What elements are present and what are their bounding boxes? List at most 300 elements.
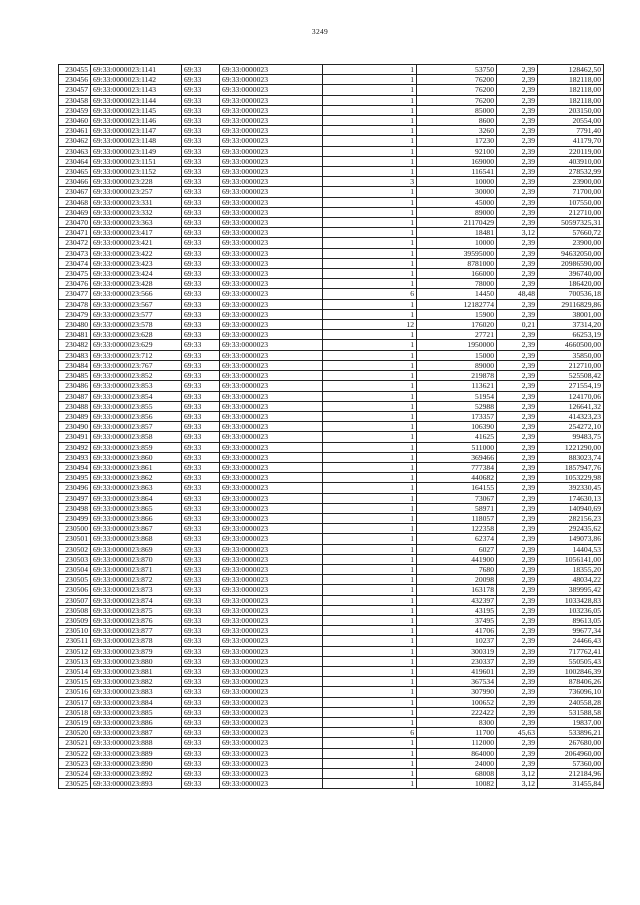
area-cell: 8600 — [417, 116, 497, 126]
table-row — [59, 738, 604, 748]
group-cell: 1 — [323, 197, 417, 207]
area-cell: 441900 — [417, 554, 497, 564]
cadastral-value-cell: 240558,28 — [538, 697, 604, 707]
area-cell: 68008 — [417, 769, 497, 779]
row-number-cell: 230473 — [59, 248, 91, 258]
table-row — [59, 666, 604, 676]
region-code-cell: 69:33 — [182, 615, 220, 625]
group-cell: 1 — [323, 401, 417, 411]
table-row — [59, 116, 604, 126]
area-cell: 8781000 — [417, 258, 497, 268]
quarter-number-cell: 69:33:0000023 — [220, 340, 323, 350]
quarter-number-cell: 69:33:0000023 — [220, 391, 323, 401]
specific-value-cell: 2,39 — [497, 105, 538, 115]
group-cell: 1 — [323, 452, 417, 462]
row-number-cell: 230495 — [59, 473, 91, 483]
row-number-cell: 230465 — [59, 167, 91, 177]
cadastral-value-cell: 878406,26 — [538, 677, 604, 687]
region-code-cell: 69:33 — [182, 595, 220, 605]
cadastral-number-cell: 69:33:0000023:1148 — [91, 136, 182, 146]
table-row — [59, 411, 604, 421]
row-number-cell: 230509 — [59, 615, 91, 625]
cadastral-number-cell: 69:33:0000023:767 — [91, 360, 182, 370]
area-cell: 10000 — [417, 238, 497, 248]
row-number-cell: 230488 — [59, 401, 91, 411]
cadastral-value-cell: 292435,62 — [538, 524, 604, 534]
table-row — [59, 381, 604, 391]
quarter-number-cell: 69:33:0000023 — [220, 442, 323, 452]
quarter-number-cell: 69:33:0000023 — [220, 666, 323, 676]
cadastral-value-cell: 220119,00 — [538, 146, 604, 156]
group-cell: 1 — [323, 391, 417, 401]
specific-value-cell: 2,39 — [497, 75, 538, 85]
cadastral-value-cell: 186420,00 — [538, 279, 604, 289]
cadastral-number-cell: 69:33:0000023:853 — [91, 381, 182, 391]
cadastral-number-cell: 69:33:0000023:422 — [91, 248, 182, 258]
cadastral-value-cell: 66253,19 — [538, 330, 604, 340]
specific-value-cell: 2,39 — [497, 146, 538, 156]
group-cell: 1 — [323, 707, 417, 717]
region-code-cell: 69:33 — [182, 769, 220, 779]
area-cell: 20098 — [417, 575, 497, 585]
area-cell: 17230 — [417, 136, 497, 146]
specific-value-cell: 2,39 — [497, 646, 538, 656]
cadastral-value-cell: 18355,20 — [538, 564, 604, 574]
cadastral-number-cell: 69:33:0000023:1143 — [91, 85, 182, 95]
row-number-cell: 230470 — [59, 218, 91, 228]
area-cell: 230337 — [417, 656, 497, 666]
specific-value-cell: 2,39 — [497, 615, 538, 625]
quarter-number-cell: 69:33:0000023 — [220, 238, 323, 248]
quarter-number-cell: 69:33:0000023 — [220, 748, 323, 758]
region-code-cell: 69:33 — [182, 748, 220, 758]
cadastral-value-cell: 282156,23 — [538, 513, 604, 523]
row-number-cell: 230489 — [59, 411, 91, 421]
table-row — [59, 350, 604, 360]
region-code-cell: 69:33 — [182, 289, 220, 299]
cadastral-value-cell: 128462,50 — [538, 65, 604, 75]
quarter-number-cell: 69:33:0000023 — [220, 452, 323, 462]
quarter-number-cell: 69:33:0000023 — [220, 258, 323, 268]
cadastral-value-cell: 736096,10 — [538, 687, 604, 697]
cadastral-number-cell: 69:33:0000023:879 — [91, 646, 182, 656]
region-code-cell: 69:33 — [182, 666, 220, 676]
cadastral-value-cell: 99677,34 — [538, 626, 604, 636]
cadastral-number-cell: 69:33:0000023:332 — [91, 207, 182, 217]
group-cell: 1 — [323, 748, 417, 758]
region-code-cell: 69:33 — [182, 493, 220, 503]
area-cell: 112000 — [417, 738, 497, 748]
area-cell: 122358 — [417, 524, 497, 534]
quarter-number-cell: 69:33:0000023 — [220, 473, 323, 483]
cadastral-value-cell: 89613,05 — [538, 615, 604, 625]
quarter-number-cell: 69:33:0000023 — [220, 177, 323, 187]
cadastral-value-cell: 37314,20 — [538, 320, 604, 330]
cadastral-value-table — [58, 64, 604, 789]
table-row — [59, 177, 604, 187]
specific-value-cell: 2,39 — [497, 65, 538, 75]
cadastral-number-cell: 69:33:0000023:876 — [91, 615, 182, 625]
group-cell: 1 — [323, 615, 417, 625]
table-row — [59, 167, 604, 177]
cadastral-number-cell: 69:33:0000023:867 — [91, 524, 182, 534]
area-cell: 307990 — [417, 687, 497, 697]
table-row — [59, 615, 604, 625]
cadastral-value-cell: 271554,19 — [538, 381, 604, 391]
table-row — [59, 779, 604, 789]
quarter-number-cell: 69:33:0000023 — [220, 411, 323, 421]
region-code-cell: 69:33 — [182, 462, 220, 472]
quarter-number-cell: 69:33:0000023 — [220, 269, 323, 279]
row-number-cell: 230456 — [59, 75, 91, 85]
cadastral-number-cell: 69:33:0000023:629 — [91, 340, 182, 350]
quarter-number-cell: 69:33:0000023 — [220, 197, 323, 207]
area-cell: 89000 — [417, 207, 497, 217]
table-row — [59, 371, 604, 381]
table-row — [59, 105, 604, 115]
cadastral-value-cell: 182118,00 — [538, 85, 604, 95]
area-cell: 24000 — [417, 758, 497, 768]
quarter-number-cell: 69:33:0000023 — [220, 360, 323, 370]
table-row — [59, 769, 604, 779]
row-number-cell: 230490 — [59, 422, 91, 432]
group-cell: 1 — [323, 228, 417, 238]
region-code-cell: 69:33 — [182, 85, 220, 95]
specific-value-cell: 2,39 — [497, 473, 538, 483]
cadastral-number-cell: 69:33:0000023:363 — [91, 218, 182, 228]
group-cell: 1 — [323, 299, 417, 309]
specific-value-cell: 48,48 — [497, 289, 538, 299]
row-number-cell: 230491 — [59, 432, 91, 442]
table-row — [59, 656, 604, 666]
cadastral-number-cell: 69:33:0000023:257 — [91, 187, 182, 197]
specific-value-cell: 2,39 — [497, 360, 538, 370]
cadastral-value-cell: 124170,06 — [538, 391, 604, 401]
quarter-number-cell: 69:33:0000023 — [220, 728, 323, 738]
specific-value-cell: 2,39 — [497, 85, 538, 95]
area-cell: 58971 — [417, 503, 497, 513]
row-number-cell: 230468 — [59, 197, 91, 207]
specific-value-cell: 2,39 — [497, 432, 538, 442]
quarter-number-cell: 69:33:0000023 — [220, 605, 323, 615]
group-cell: 1 — [323, 75, 417, 85]
group-cell: 1 — [323, 493, 417, 503]
table-row — [59, 493, 604, 503]
specific-value-cell: 2,39 — [497, 299, 538, 309]
group-cell: 1 — [323, 279, 417, 289]
cadastral-number-cell: 69:33:0000023:870 — [91, 554, 182, 564]
region-code-cell: 69:33 — [182, 187, 220, 197]
cadastral-number-cell: 69:33:0000023:875 — [91, 605, 182, 615]
area-cell: 76200 — [417, 95, 497, 105]
quarter-number-cell: 69:33:0000023 — [220, 330, 323, 340]
cadastral-number-cell: 69:33:0000023:864 — [91, 493, 182, 503]
row-number-cell: 230512 — [59, 646, 91, 656]
area-cell: 100652 — [417, 697, 497, 707]
region-code-cell: 69:33 — [182, 238, 220, 248]
region-code-cell: 69:33 — [182, 779, 220, 789]
group-cell: 1 — [323, 636, 417, 646]
quarter-number-cell: 69:33:0000023 — [220, 136, 323, 146]
quarter-number-cell: 69:33:0000023 — [220, 146, 323, 156]
quarter-number-cell: 69:33:0000023 — [220, 758, 323, 768]
cadastral-value-cell: 392330,45 — [538, 483, 604, 493]
table-row — [59, 595, 604, 605]
group-cell: 1 — [323, 95, 417, 105]
cadastral-number-cell: 69:33:0000023:869 — [91, 544, 182, 554]
area-cell: 53750 — [417, 65, 497, 75]
region-code-cell: 69:33 — [182, 309, 220, 319]
specific-value-cell: 3,12 — [497, 228, 538, 238]
region-code-cell: 69:33 — [182, 503, 220, 513]
cadastral-number-cell: 69:33:0000023:887 — [91, 728, 182, 738]
group-cell: 1 — [323, 218, 417, 228]
table-row — [59, 422, 604, 432]
row-number-cell: 230458 — [59, 95, 91, 105]
quarter-number-cell: 69:33:0000023 — [220, 381, 323, 391]
specific-value-cell: 2,39 — [497, 718, 538, 728]
specific-value-cell: 2,39 — [497, 411, 538, 421]
cadastral-value-cell: 1053229,98 — [538, 473, 604, 483]
area-cell: 10000 — [417, 177, 497, 187]
region-code-cell: 69:33 — [182, 483, 220, 493]
area-cell: 166000 — [417, 269, 497, 279]
cadastral-number-cell: 69:33:0000023:883 — [91, 687, 182, 697]
cadastral-value-cell: 717762,41 — [538, 646, 604, 656]
table-row — [59, 197, 604, 207]
specific-value-cell: 2,39 — [497, 656, 538, 666]
row-number-cell: 230467 — [59, 187, 91, 197]
cadastral-value-cell: 1056141,00 — [538, 554, 604, 564]
row-number-cell: 230518 — [59, 707, 91, 717]
cadastral-number-cell: 69:33:0000023:1152 — [91, 167, 182, 177]
cadastral-value-cell: 149073,86 — [538, 534, 604, 544]
group-cell: 6 — [323, 728, 417, 738]
cadastral-number-cell: 69:33:0000023:882 — [91, 677, 182, 687]
row-number-cell: 230474 — [59, 258, 91, 268]
cadastral-value-cell: 50597325,31 — [538, 218, 604, 228]
quarter-number-cell: 69:33:0000023 — [220, 626, 323, 636]
cadastral-value-cell: 7791,40 — [538, 126, 604, 136]
table-row — [59, 432, 604, 442]
cadastral-number-cell: 69:33:0000023:873 — [91, 585, 182, 595]
region-code-cell: 69:33 — [182, 473, 220, 483]
cadastral-number-cell: 69:33:0000023:858 — [91, 432, 182, 442]
region-code-cell: 69:33 — [182, 320, 220, 330]
group-cell: 1 — [323, 646, 417, 656]
specific-value-cell: 2,39 — [497, 442, 538, 452]
quarter-number-cell: 69:33:0000023 — [220, 401, 323, 411]
cadastral-value-cell: 1221290,00 — [538, 442, 604, 452]
quarter-number-cell: 69:33:0000023 — [220, 289, 323, 299]
specific-value-cell: 2,39 — [497, 340, 538, 350]
group-cell: 6 — [323, 289, 417, 299]
cadastral-value-cell: 126641,32 — [538, 401, 604, 411]
row-number-cell: 230475 — [59, 269, 91, 279]
specific-value-cell: 2,39 — [497, 207, 538, 217]
group-cell: 1 — [323, 442, 417, 452]
table-row — [59, 748, 604, 758]
quarter-number-cell: 69:33:0000023 — [220, 769, 323, 779]
region-code-cell: 69:33 — [182, 299, 220, 309]
group-cell: 1 — [323, 718, 417, 728]
row-number-cell: 230479 — [59, 309, 91, 319]
cadastral-number-cell: 69:33:0000023:1144 — [91, 95, 182, 105]
specific-value-cell: 2,39 — [497, 177, 538, 187]
table-row — [59, 687, 604, 697]
row-number-cell: 230511 — [59, 636, 91, 646]
row-number-cell: 230508 — [59, 605, 91, 615]
quarter-number-cell: 69:33:0000023 — [220, 524, 323, 534]
region-code-cell: 69:33 — [182, 585, 220, 595]
specific-value-cell: 2,39 — [497, 350, 538, 360]
region-code-cell: 69:33 — [182, 116, 220, 126]
cadastral-value-cell: 254272,10 — [538, 422, 604, 432]
specific-value-cell: 2,39 — [497, 626, 538, 636]
region-code-cell: 69:33 — [182, 269, 220, 279]
group-cell: 1 — [323, 738, 417, 748]
area-cell: 219878 — [417, 371, 497, 381]
group-cell: 1 — [323, 65, 417, 75]
cadastral-number-cell: 69:33:0000023:886 — [91, 718, 182, 728]
region-code-cell: 69:33 — [182, 228, 220, 238]
group-cell: 1 — [323, 411, 417, 421]
area-cell: 7680 — [417, 564, 497, 574]
region-code-cell: 69:33 — [182, 126, 220, 136]
cadastral-value-cell: 20986590,00 — [538, 258, 604, 268]
group-cell: 3 — [323, 177, 417, 187]
area-cell: 369466 — [417, 452, 497, 462]
specific-value-cell: 2,39 — [497, 218, 538, 228]
cadastral-number-cell: 69:33:0000023:417 — [91, 228, 182, 238]
quarter-number-cell: 69:33:0000023 — [220, 207, 323, 217]
cadastral-number-cell: 69:33:0000023:884 — [91, 697, 182, 707]
cadastral-number-cell: 69:33:0000023:852 — [91, 371, 182, 381]
group-cell: 1 — [323, 677, 417, 687]
table-row — [59, 728, 604, 738]
cadastral-value-cell: 396740,00 — [538, 269, 604, 279]
cadastral-number-cell: 69:33:0000023:871 — [91, 564, 182, 574]
page-number: 3249 — [311, 27, 329, 36]
area-cell: 27721 — [417, 330, 497, 340]
row-number-cell: 230519 — [59, 718, 91, 728]
group-cell: 1 — [323, 116, 417, 126]
cadastral-value-cell: 19837,00 — [538, 718, 604, 728]
row-number-cell: 230460 — [59, 116, 91, 126]
area-cell: 45000 — [417, 197, 497, 207]
region-code-cell: 69:33 — [182, 371, 220, 381]
row-number-cell: 230497 — [59, 493, 91, 503]
specific-value-cell: 2,39 — [497, 748, 538, 758]
group-cell: 1 — [323, 146, 417, 156]
quarter-number-cell: 69:33:0000023 — [220, 575, 323, 585]
group-cell: 1 — [323, 554, 417, 564]
row-number-cell: 230472 — [59, 238, 91, 248]
quarter-number-cell: 69:33:0000023 — [220, 422, 323, 432]
area-cell: 21170429 — [417, 218, 497, 228]
row-number-cell: 230455 — [59, 65, 91, 75]
region-code-cell: 69:33 — [182, 258, 220, 268]
row-number-cell: 230483 — [59, 350, 91, 360]
group-cell: 1 — [323, 779, 417, 789]
specific-value-cell: 45,63 — [497, 728, 538, 738]
cadastral-number-cell: 69:33:0000023:577 — [91, 309, 182, 319]
cadastral-number-cell: 69:33:0000023:892 — [91, 769, 182, 779]
quarter-number-cell: 69:33:0000023 — [220, 299, 323, 309]
area-cell: 51954 — [417, 391, 497, 401]
region-code-cell: 69:33 — [182, 75, 220, 85]
cadastral-number-cell: 69:33:0000023:877 — [91, 626, 182, 636]
group-cell: 1 — [323, 503, 417, 513]
cadastral-value-cell: 23900,00 — [538, 238, 604, 248]
group-cell: 1 — [323, 564, 417, 574]
group-cell: 1 — [323, 136, 417, 146]
group-cell: 1 — [323, 473, 417, 483]
group-cell: 1 — [323, 422, 417, 432]
quarter-number-cell: 69:33:0000023 — [220, 636, 323, 646]
area-cell: 14450 — [417, 289, 497, 299]
cadastral-value-cell: 267680,00 — [538, 738, 604, 748]
table-body — [59, 65, 604, 789]
cadastral-number-cell: 69:33:0000023:893 — [91, 779, 182, 789]
quarter-number-cell: 69:33:0000023 — [220, 513, 323, 523]
cadastral-number-cell: 69:33:0000023:1141 — [91, 65, 182, 75]
cadastral-number-cell: 69:33:0000023:1145 — [91, 105, 182, 115]
row-number-cell: 230485 — [59, 371, 91, 381]
quarter-number-cell: 69:33:0000023 — [220, 544, 323, 554]
specific-value-cell: 2,39 — [497, 401, 538, 411]
specific-value-cell: 2,39 — [497, 524, 538, 534]
quarter-number-cell: 69:33:0000023 — [220, 503, 323, 513]
cadastral-value-cell: 174630,13 — [538, 493, 604, 503]
row-number-cell: 230502 — [59, 544, 91, 554]
table-row — [59, 269, 604, 279]
table-row — [59, 238, 604, 248]
row-number-cell: 230504 — [59, 564, 91, 574]
cadastral-number-cell: 69:33:0000023:880 — [91, 656, 182, 666]
table-row — [59, 228, 604, 238]
cadastral-number-cell: 69:33:0000023:865 — [91, 503, 182, 513]
area-cell: 73067 — [417, 493, 497, 503]
region-code-cell: 69:33 — [182, 564, 220, 574]
area-cell: 18481 — [417, 228, 497, 238]
row-number-cell: 230523 — [59, 758, 91, 768]
row-number-cell: 230484 — [59, 360, 91, 370]
region-code-cell: 69:33 — [182, 95, 220, 105]
group-cell: 1 — [323, 330, 417, 340]
table-row — [59, 207, 604, 217]
row-number-cell: 230492 — [59, 442, 91, 452]
region-code-cell: 69:33 — [182, 136, 220, 146]
quarter-number-cell: 69:33:0000023 — [220, 738, 323, 748]
area-cell: 12182774 — [417, 299, 497, 309]
table-row — [59, 646, 604, 656]
quarter-number-cell: 69:33:0000023 — [220, 718, 323, 728]
row-number-cell: 230510 — [59, 626, 91, 636]
cadastral-value-cell: 414323,23 — [538, 411, 604, 421]
cadastral-value-cell: 103236,05 — [538, 605, 604, 615]
group-cell: 1 — [323, 156, 417, 166]
row-number-cell: 230481 — [59, 330, 91, 340]
quarter-number-cell: 69:33:0000023 — [220, 228, 323, 238]
cadastral-number-cell: 69:33:0000023:888 — [91, 738, 182, 748]
row-number-cell: 230500 — [59, 524, 91, 534]
cadastral-value-cell: 41179,70 — [538, 136, 604, 146]
cadastral-number-cell: 69:33:0000023:866 — [91, 513, 182, 523]
region-code-cell: 69:33 — [182, 391, 220, 401]
specific-value-cell: 2,39 — [497, 422, 538, 432]
region-code-cell: 69:33 — [182, 544, 220, 554]
